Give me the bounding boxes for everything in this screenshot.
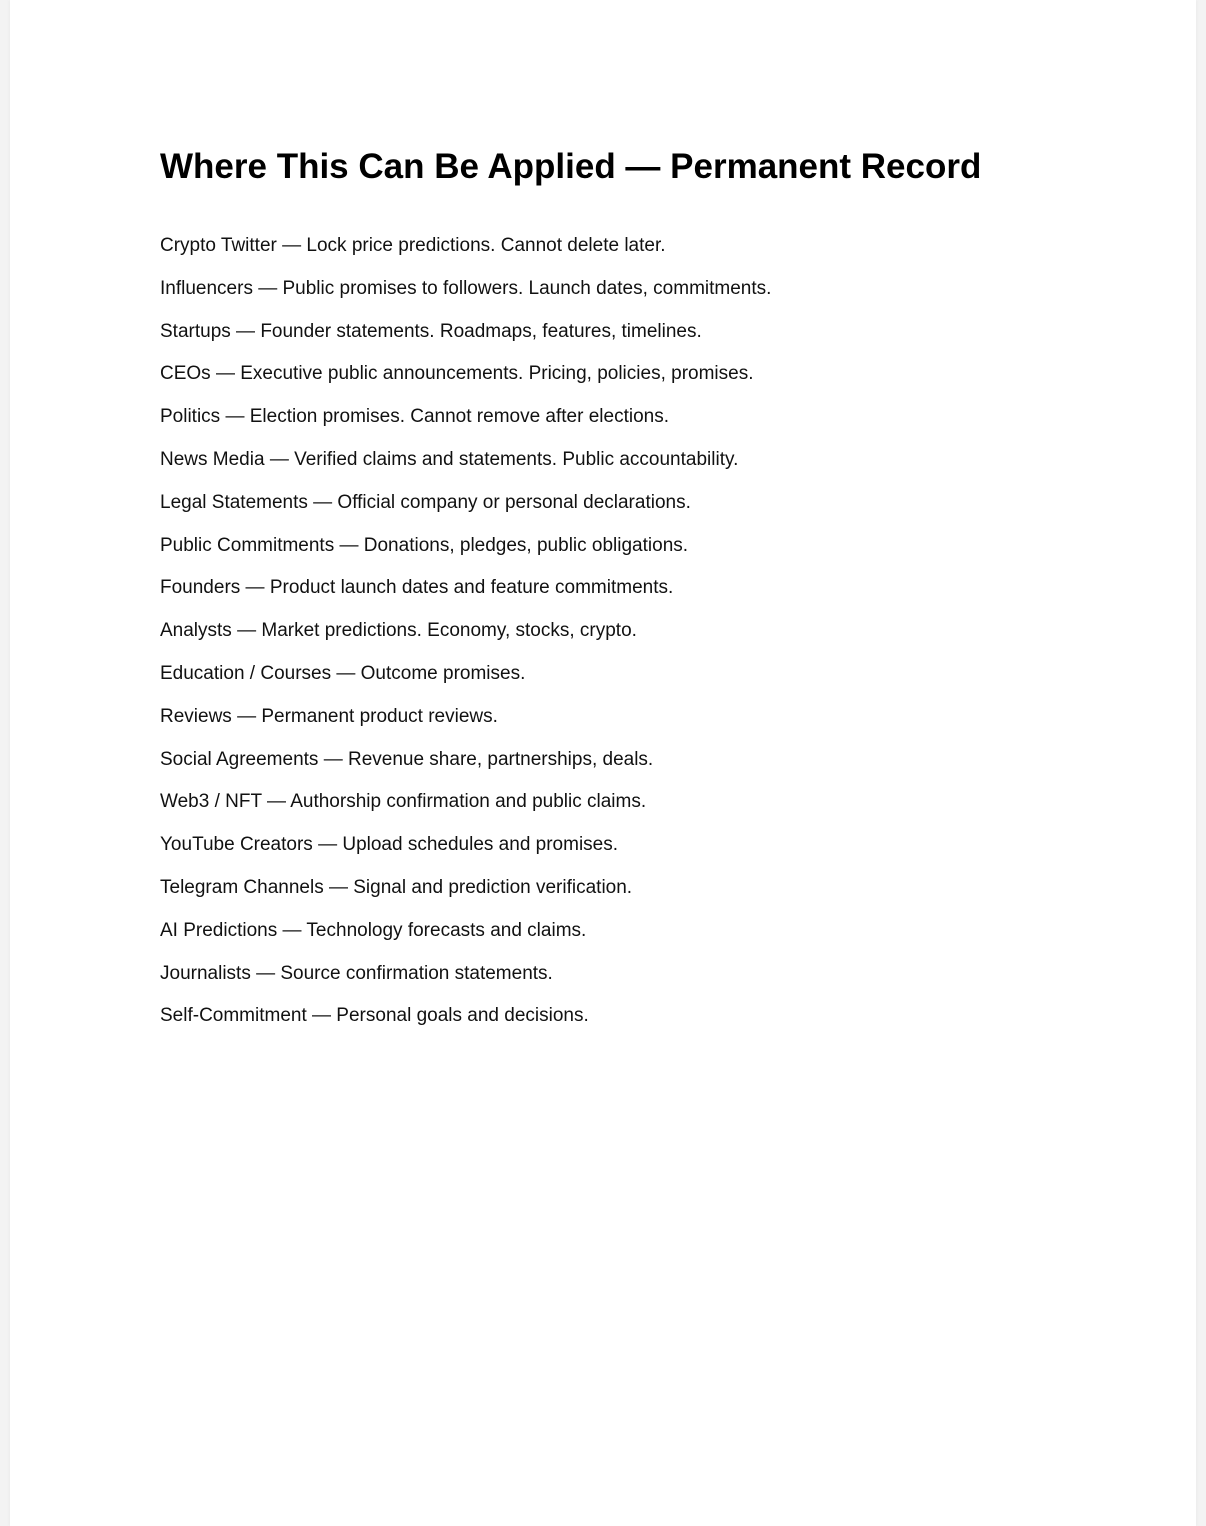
list-item: CEOs — Executive public announcements. Pricing, policies, promises. (160, 363, 754, 385)
list-item: Journalists — Source confirmation statements. (160, 962, 553, 984)
list-item: Influencers — Public promises to followers. Launch dates, commitments. (160, 277, 772, 299)
document-page (10, 0, 1196, 1526)
list-item: News Media — Verified claims and statements. Public accountability. (160, 448, 739, 470)
list-item: YouTube Creators — Upload schedules and promises. (160, 834, 619, 856)
page-title: Where This Can Be Applied — Permanent Record (160, 147, 982, 186)
list-item: Politics — Election promises. Cannot remove after elections. (160, 406, 669, 428)
list-item: Social Agreements — Revenue share, partnerships, deals. (160, 748, 654, 770)
list-item: Web3 / NFT — Authorship confirmation and public claims. (160, 791, 647, 813)
list-item: Legal Statements — Official company or personal declarations. (160, 491, 691, 513)
list-item: Self-Commitment — Personal goals and decisions. (160, 1005, 589, 1027)
list-item: Education / Courses — Outcome promises. (160, 662, 526, 684)
list-item: Telegram Channels — Signal and prediction verification. (160, 876, 633, 898)
list-item: Startups — Founder statements. Roadmaps, features, timelines. (160, 320, 702, 342)
list-item: Founders — Product launch dates and feature commitments. (160, 577, 674, 599)
list-item: Crypto Twitter — Lock price predictions. Cannot delete later. (160, 235, 666, 256)
application-list (160, 232, 771, 1045)
list-item: AI Predictions — Technology forecasts and claims. (160, 919, 587, 941)
list-item: Reviews — Permanent product reviews. (160, 705, 498, 727)
list-item: Analysts — Market predictions. Economy, stocks, crypto. (160, 620, 637, 642)
list-item: Public Commitments — Donations, pledges, public obligations. (160, 534, 689, 556)
